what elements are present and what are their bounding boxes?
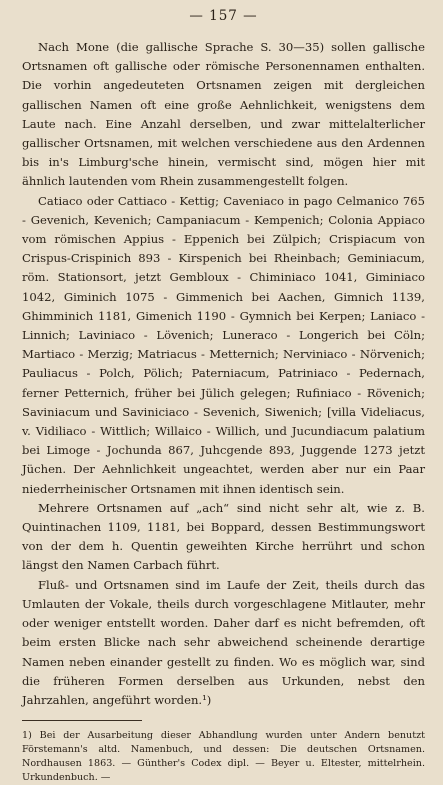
paragraph-name-changes: Fluß- und Ortsnamen sind im Laufe der Zeit, theils durch das Umlauten der Vokale, theils durch vorgeschlagene Mitlauter, mehr oder weniger entstellt worden. Daher darf es nicht befremden, oft beim ersten Blicke nach sehr abweichend scheinende derartige Namen neben einander gestellt zu finden. Wo es möglich war, sind die früheren Formen derselben aus Urkunden, nebst den Jahrzahlen, angeführt worden.¹) (22, 577, 425, 707)
footnote: 1) Bei der Ausarbeitung dieser Abhandlung wurden unter Andern benutzt Förstemann's altd. Namenbuch, und dessen: Die deutschen Ortsnamen. Nordhausen 1863. — Günther's Codex dipl. — Beyer u. Eltester, mittelrhein. Urkundenbuch. — (22, 730, 425, 784)
footnote-divider (22, 720, 142, 721)
paragraph-ach-names: Mehrere Ortsnamen auf „ach“ sind nicht sehr alt, wie z. B. Quintinachen 1109, 1181, bei Boppard, dessen Bestimmungswort von der dem h. Quentin geweihten Kirche herrührt und schon längst den Namen Carbach führt. (22, 500, 425, 573)
paragraph-place-list: Catiaco oder Cattiaco - Kettig; Caveniaco in pago Celmanico 765 - Gevenich, Kevenich; Campaniacum - Kempenich; Colonia Appiaco vom römischen Appius - Eppenich bei Zülpich; Crispiacum von Crispus-Crispinich 893 - Kirspenich bei Rheinbach; Geminiacum, röm. Stationsort, jetzt Gembloux - Chiminiaco 1041, Giminiaco 1042, Giminich 1075 - Gimmenich bei Aachen, Gimnich 1139, Ghimminich 1181, Gimenich 1190 - Gymnich bei Kerpen; Laniaco - Linnich; Laviniaco - Lövenich; Luneraco - Longerich bei Cöln; Martiaco - Merzig; Matriacus - Metternich; Nerviniaco - Nörvenich; Pauliacus - Polch, Pölich; Paterniacum, Patriniaco - Pedernach, ferner Petternich, früher bei Jülich gelegen; Rufiniaco - Rövenich; Saviniacum und Saviniciaco - Sevenich, Siwenich; [villa Videliacus, v. Vidiliaco - Wittlich; Willaico - Willich, und Jucundiacum palatium bei Limoge - Jochunda 867, Juhcgende 893, Juggende 1273 jetzt Jüchen. Der Aehnlichkeit ungeachtet, werden aber nur ein Paar niederrheinischer Ortsnamen mit ihnen identisch sein. (22, 193, 425, 496)
page-number: — 157 — (189, 8, 258, 24)
main-text (22, 38, 425, 710)
paragraph-mone: Nach Mone (die gallische Sprache S. 30—35) sollen gallische Ortsnamen oft gallische oder römische Personennamen enthalten. Die vorhin angedeuteten Ortsnamen zeigen mit dergleichen gallischen Namen oft eine große Aehnlichkeit, wenigstens dem Laute nach. Eine Anzahl derselben, und zwar mittelalterlicher gallischer Ortsnamen, mit welchen verschiedene aus den Ardennen bis in's Limburg'sche hinein, vermischt sind, mögen hier mit ähnlich lautenden vom Rhein zusammengestellt folgen. (22, 40, 425, 189)
